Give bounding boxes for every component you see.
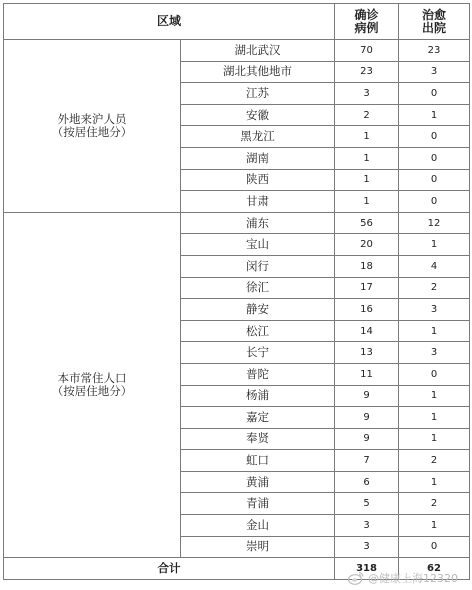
region-cell: 青浦 bbox=[181, 493, 335, 515]
region-cell: 松江 bbox=[181, 320, 335, 342]
recovered-cell: 1 bbox=[399, 407, 470, 429]
confirmed-cell: 23 bbox=[335, 61, 399, 83]
region-cell: 崇明 bbox=[181, 536, 335, 558]
region-cell: 金山 bbox=[181, 515, 335, 537]
header-confirmed-line2: 病例 bbox=[354, 20, 379, 35]
confirmed-cell: 9 bbox=[335, 385, 399, 407]
region-cell: 闵行 bbox=[181, 255, 335, 277]
region-cell: 黄浦 bbox=[181, 471, 335, 493]
recovered-cell: 0 bbox=[399, 363, 470, 385]
region-cell: 湖北其他地市 bbox=[181, 61, 335, 83]
table-row bbox=[4, 212, 470, 234]
total-label: 合计 bbox=[4, 558, 335, 580]
recovered-cell: 0 bbox=[399, 147, 470, 169]
recovered-cell: 0 bbox=[399, 169, 470, 191]
recovered-cell: 1 bbox=[399, 104, 470, 126]
header-recovered bbox=[399, 4, 470, 40]
recovered-cell: 3 bbox=[399, 342, 470, 364]
watermark bbox=[348, 570, 458, 586]
region-cell: 浦东 bbox=[181, 212, 335, 234]
total-recovered: 62 bbox=[399, 558, 470, 580]
confirmed-cell: 6 bbox=[335, 471, 399, 493]
header-recovered-line2: 出院 bbox=[422, 20, 447, 35]
confirmed-cell: 3 bbox=[335, 536, 399, 558]
table-row bbox=[4, 40, 470, 62]
confirmed-cell: 1 bbox=[335, 126, 399, 148]
confirmed-cell: 11 bbox=[335, 363, 399, 385]
confirmed-cell: 7 bbox=[335, 450, 399, 472]
recovered-cell: 1 bbox=[399, 515, 470, 537]
case-table bbox=[3, 3, 470, 580]
confirmed-cell: 9 bbox=[335, 428, 399, 450]
confirmed-cell: 16 bbox=[335, 299, 399, 321]
confirmed-cell: 9 bbox=[335, 407, 399, 429]
recovered-cell: 1 bbox=[399, 428, 470, 450]
region-cell: 奉贤 bbox=[181, 428, 335, 450]
recovered-cell: 2 bbox=[399, 450, 470, 472]
region-cell: 安徽 bbox=[181, 104, 335, 126]
confirmed-cell: 20 bbox=[335, 234, 399, 256]
watermark-text: @健康上海12320 bbox=[368, 572, 458, 585]
confirmed-cell: 1 bbox=[335, 169, 399, 191]
recovered-cell: 2 bbox=[399, 277, 470, 299]
recovered-cell: 3 bbox=[399, 61, 470, 83]
confirmed-cell: 14 bbox=[335, 320, 399, 342]
region-cell: 宝山 bbox=[181, 234, 335, 256]
region-cell: 杨浦 bbox=[181, 385, 335, 407]
recovered-cell: 0 bbox=[399, 191, 470, 213]
confirmed-cell: 2 bbox=[335, 104, 399, 126]
confirmed-cell: 5 bbox=[335, 493, 399, 515]
recovered-cell: 0 bbox=[399, 83, 470, 105]
group-label-line1: 外地来沪人员 bbox=[57, 111, 127, 126]
region-cell: 甘肃 bbox=[181, 191, 335, 213]
header-confirmed-line1: 确诊 bbox=[354, 7, 379, 22]
confirmed-cell: 13 bbox=[335, 342, 399, 364]
group-label-cell bbox=[4, 212, 181, 558]
confirmed-cell: 1 bbox=[335, 147, 399, 169]
region-cell: 江苏 bbox=[181, 83, 335, 105]
recovered-cell: 2 bbox=[399, 493, 470, 515]
recovered-cell: 0 bbox=[399, 536, 470, 558]
recovered-cell: 1 bbox=[399, 320, 470, 342]
recovered-cell: 23 bbox=[399, 40, 470, 62]
confirmed-cell: 3 bbox=[335, 83, 399, 105]
recovered-cell: 1 bbox=[399, 471, 470, 493]
region-cell: 长宁 bbox=[181, 342, 335, 364]
confirmed-cell: 3 bbox=[335, 515, 399, 537]
weibo-logo-icon bbox=[348, 571, 364, 585]
table-body bbox=[4, 40, 470, 558]
recovered-cell: 1 bbox=[399, 385, 470, 407]
region-cell: 黑龙江 bbox=[181, 126, 335, 148]
recovered-cell: 1 bbox=[399, 234, 470, 256]
region-cell: 湖北武汉 bbox=[181, 40, 335, 62]
header-confirmed bbox=[335, 4, 399, 40]
header-region: 区域 bbox=[4, 4, 335, 40]
confirmed-cell: 1 bbox=[335, 191, 399, 213]
region-cell: 嘉定 bbox=[181, 407, 335, 429]
group-label-line1: 本市常住人口 bbox=[57, 371, 127, 385]
recovered-cell: 3 bbox=[399, 299, 470, 321]
region-cell: 静安 bbox=[181, 299, 335, 321]
confirmed-cell: 17 bbox=[335, 277, 399, 299]
region-cell: 陕西 bbox=[181, 169, 335, 191]
group-label-line2: （按居住地分） bbox=[51, 384, 133, 398]
confirmed-cell: 18 bbox=[335, 255, 399, 277]
recovered-cell: 12 bbox=[399, 212, 470, 234]
header-row bbox=[4, 4, 470, 40]
total-confirmed: 318 bbox=[335, 558, 399, 580]
region-cell: 徐汇 bbox=[181, 277, 335, 299]
region-cell: 虹口 bbox=[181, 450, 335, 472]
recovered-cell: 0 bbox=[399, 126, 470, 148]
group-label-line2: （按居住地分） bbox=[51, 124, 133, 139]
confirmed-cell: 56 bbox=[335, 212, 399, 234]
confirmed-cell: 70 bbox=[335, 40, 399, 62]
recovered-cell: 4 bbox=[399, 255, 470, 277]
group-label-cell bbox=[4, 40, 181, 213]
region-cell: 湖南 bbox=[181, 147, 335, 169]
header-recovered-line1: 治愈 bbox=[422, 7, 447, 22]
region-cell: 普陀 bbox=[181, 363, 335, 385]
